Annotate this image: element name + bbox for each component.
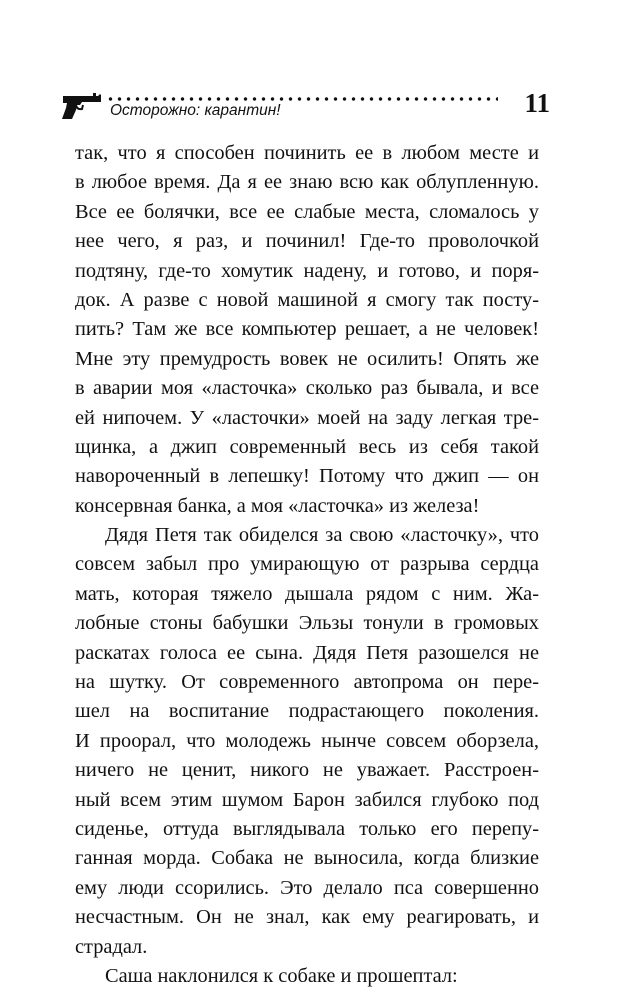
text-line: Мне эту премудрость вовек не осилить! Опять же: [75, 347, 539, 370]
text-line: мать, которая тяжело дышала рядом с ним. Жа-: [75, 582, 539, 605]
text-line: навороченный в лепешку! Потому что джип — он: [75, 465, 539, 488]
text-line: Все ее болячки, все ее слабые места, сломалось у: [75, 200, 539, 223]
text-line: ей нипочем. У «ласточки» моей на заду легкая тре-: [75, 406, 539, 429]
text-line: ный всем этим шумом Барон забился глубоко под: [75, 788, 539, 811]
revolver-icon: [60, 92, 102, 120]
text-line: консервная банка, а моя «ласточка» из железа!: [75, 494, 480, 517]
text-line: Саша наклонился к собаке и прошептал:: [105, 964, 458, 987]
text-line: сиденье, оттуда выглядывала только его перепу-: [75, 817, 539, 840]
text-line: лобные стоны бабушки Эльзы тонули в громовых: [75, 612, 539, 635]
text-line: так, что я способен починить ее в любом месте и: [75, 142, 539, 164]
paragraph: [75, 962, 539, 991]
text-line: ничего не ценит, никого не уважает. Расстроен-: [75, 759, 539, 782]
text-line: щинка, а джип современный весь из себя такой: [75, 435, 539, 458]
text-line: совсем забыл про умирающую от разрыва сердца: [75, 553, 539, 576]
text-line: в аварии моя «ласточка» сколько раз бывала, и все: [75, 377, 539, 400]
text-line: Дядя Петя так обиделся за свою «ласточку», что: [105, 524, 539, 547]
text-line: док. А разве с новой машиной я смогу так посту-: [75, 288, 539, 311]
paragraph: [75, 139, 539, 521]
text-line: шел на воспитание подрастающего поколения.: [75, 700, 539, 723]
text-line: ему люди ссорились. Это делало пса совершенно: [75, 876, 539, 899]
text-line: в любое время. Да я ее знаю всю как облупленную.: [75, 171, 539, 194]
text-line: И проорал, что молодежь нынче совсем оборзела,: [75, 729, 539, 752]
text-line: несчастным. Он не знал, как ему реагировать, и: [75, 906, 539, 929]
body-text: [75, 139, 539, 991]
text-line: страдал.: [75, 935, 148, 958]
running-title: Осторожно: карантин!: [110, 102, 281, 119]
page-number: 11: [524, 88, 550, 118]
text-line: на шутку. От современного автопрома он пере-: [75, 671, 539, 694]
text-line: ганная морда. Собака не выносила, когда близкие: [75, 847, 539, 870]
paragraph: [75, 521, 539, 962]
text-line: пить? Там же все компьютер решает, а не человек!: [75, 318, 539, 341]
text-line: раскатах голоса ее сына. Дядя Петя разошелся не: [75, 641, 539, 664]
text-line: подтяну, где-то хомутик надену, и готово, и поря-: [75, 259, 539, 282]
running-header: [60, 90, 550, 130]
text-line: нее чего, я раз, и починил! Где-то проволочкой: [75, 230, 539, 253]
